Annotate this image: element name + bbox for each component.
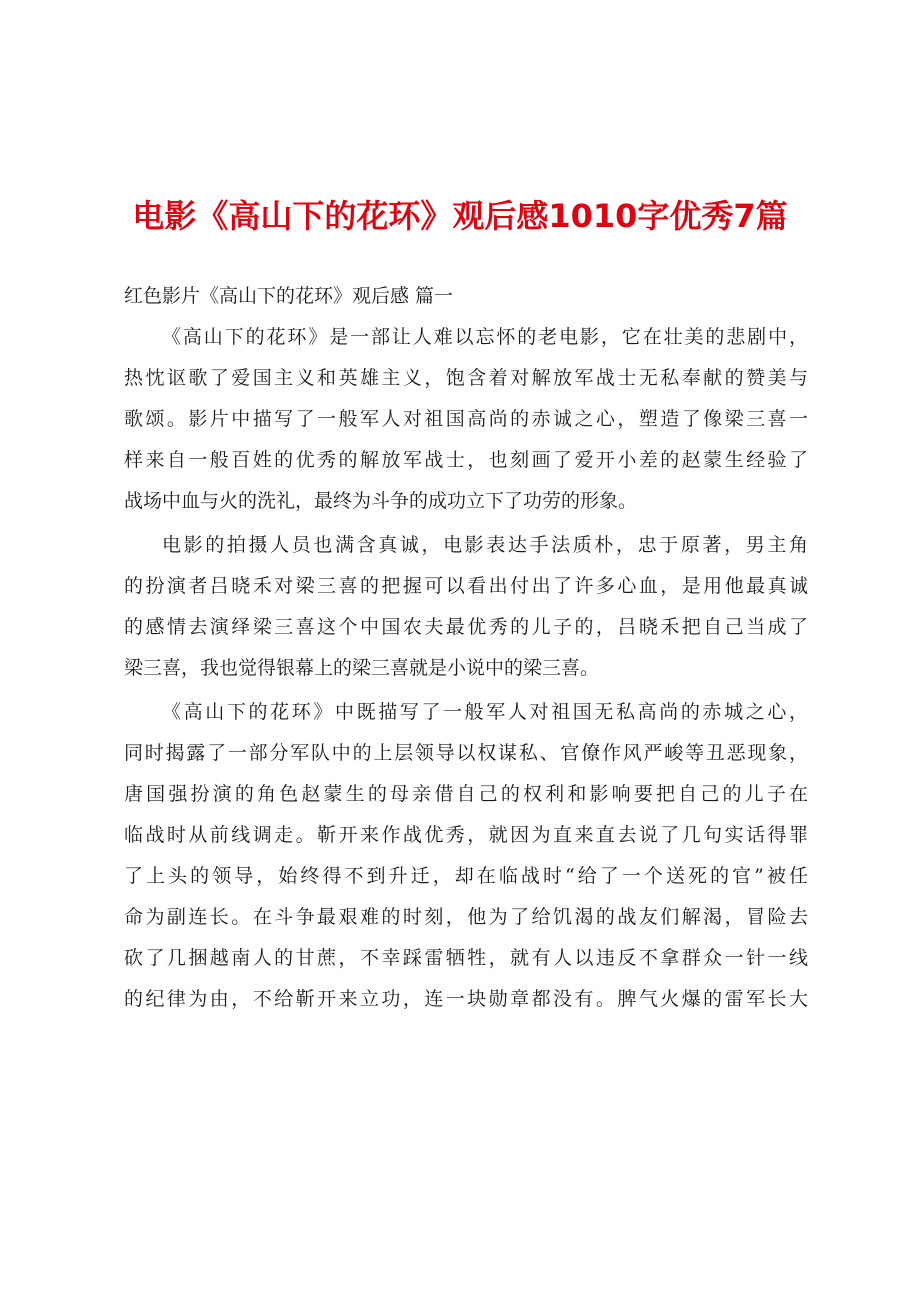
paragraph-line: 电影的拍摄人员也满含真诚，电影表达手法质朴，忠于原著，男主角	[162, 534, 808, 556]
paragraph-line: 《高山下的花环》是一部让人难以忘怀的老电影，它在壮美的悲剧中，	[162, 326, 808, 348]
paragraph-1	[124, 317, 808, 522]
document-title: 电影《高山下的花环》观后感1010字优秀7篇	[132, 197, 788, 235]
paragraph-line: 梁三喜，我也觉得银幕上的梁三喜就是小说中的梁三喜。	[124, 657, 600, 679]
paragraph-2	[124, 525, 808, 689]
paragraph-line: 的纪律为由，不给靳开来立功，连一块勋章都没有。脾气火爆的雷军长大	[124, 988, 808, 1010]
paragraph-line: 的扮演者吕晓禾对梁三喜的把握可以看出付出了许多心血，是用他最真诚	[124, 575, 808, 597]
paragraph-line: 《高山下的花环》中既描写了一般军人对祖国无私高尚的赤城之心，	[162, 701, 808, 723]
document-body	[124, 277, 808, 1020]
paragraph-line: 砍了几捆越南人的甘蔗，不幸踩雷牺牲，就有人以违反不拿群众一针一线	[124, 947, 808, 969]
paragraph-line: 同时揭露了一部分军队中的上层领导以权谋私、官僚作风严峻等丑恶现象，	[124, 742, 808, 764]
paragraph-line: 临战时从前线调走。靳开来作战优秀，就因为直来直去说了几句实话得罪	[124, 824, 808, 846]
paragraph-line: 热忱讴歌了爱国主义和英雄主义，饱含着对解放军战士无私奉献的赞美与	[124, 367, 808, 389]
paragraph-line: 的感情去演绎梁三喜这个中国农夫最优秀的儿子的，吕晓禾把自己当成了	[124, 616, 808, 638]
paragraph-line: 歌颂。影片中描写了一般军人对祖国高尚的赤诚之心，塑造了像梁三喜一	[124, 408, 808, 430]
paragraph-line: 命为副连长。在斗争最艰难的时刻，他为了给饥渴的战友们解渴，冒险去	[124, 906, 808, 928]
paragraph-line: 了上头的领导，始终得不到升迁，却在临战时“给了一个送死的官”被任	[124, 865, 808, 887]
paragraph-line: 样来自一般百姓的优秀的解放军战士，也刻画了爱开小差的赵蒙生经验了	[124, 449, 808, 471]
paragraph-line: 唐国强扮演的角色赵蒙生的母亲借自己的权利和影响要把自己的儿子在	[124, 783, 808, 805]
paragraph-line: 战场中血与火的洗礼，最终为斗争的成功立下了功劳的形象。	[124, 490, 638, 512]
section-heading: 红色影片《高山下的花环》观后感 篇一	[124, 285, 454, 307]
paragraph-3	[124, 692, 808, 1020]
